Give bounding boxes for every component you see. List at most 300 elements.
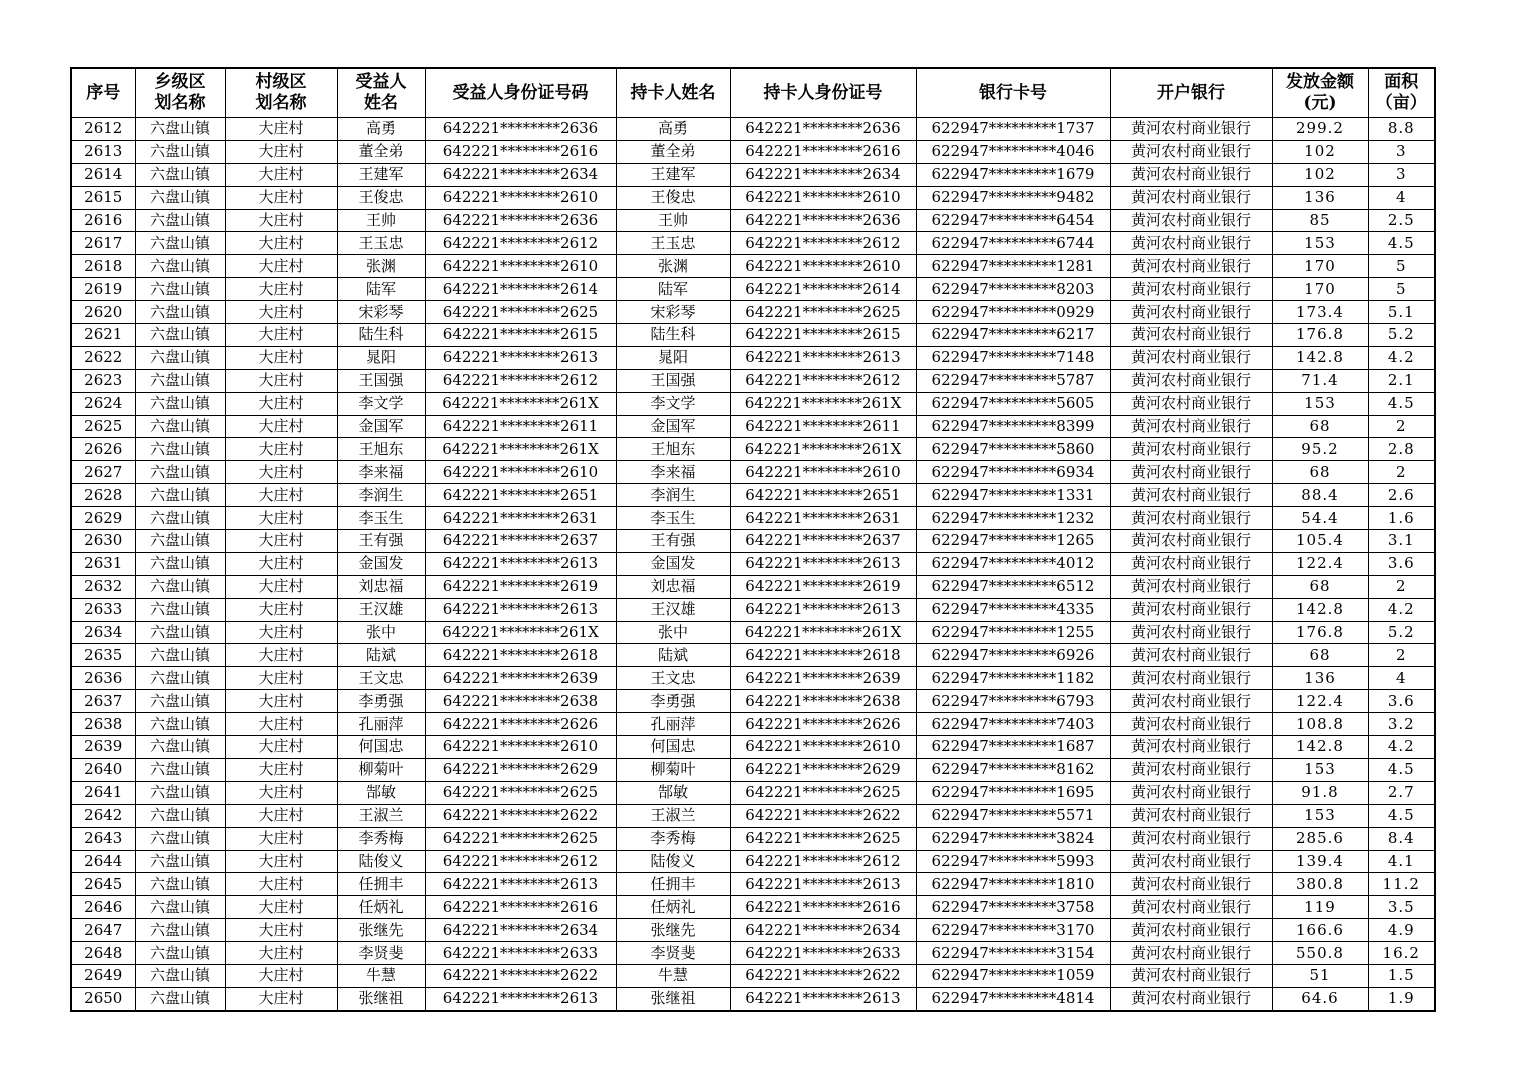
table-row — [71, 346, 1435, 369]
holder-id-cell: 642221********2612 — [730, 369, 916, 392]
card-number-cell: 622947*********7148 — [916, 346, 1110, 369]
table-body — [71, 118, 1435, 1011]
card-number-cell: 622947*********8203 — [916, 278, 1110, 301]
holder-id-cell: 642221********2638 — [730, 690, 916, 713]
holder-id-cell: 642221********2616 — [730, 140, 916, 163]
bank-cell: 黄河农村商业银行 — [1110, 530, 1272, 553]
card-number-cell: 622947*********9482 — [916, 186, 1110, 209]
seq-cell: 2649 — [71, 964, 135, 987]
beneficiary-name-cell: 张继先 — [337, 919, 425, 942]
holder-id-cell: 642221********2613 — [730, 987, 916, 1010]
town-cell: 六盘山镇 — [135, 324, 225, 347]
town-cell: 六盘山镇 — [135, 621, 225, 644]
beneficiary-name-cell: 高勇 — [337, 118, 425, 141]
town-cell: 六盘山镇 — [135, 346, 225, 369]
holder-name-cell: 郜敏 — [616, 781, 730, 804]
area-cell: 4.5 — [1368, 232, 1435, 255]
header-village-line-1: 村级区 — [255, 72, 307, 92]
holder-name-cell: 张继先 — [616, 919, 730, 942]
table-row — [71, 896, 1435, 919]
holder-id-cell: 642221********2629 — [730, 758, 916, 781]
village-cell: 大庄村 — [225, 232, 337, 255]
town-cell: 六盘山镇 — [135, 758, 225, 781]
holder-name-cell: 金国发 — [616, 552, 730, 575]
village-cell: 大庄村 — [225, 346, 337, 369]
payment-table — [70, 67, 1436, 1012]
amount-cell: 153 — [1272, 758, 1368, 781]
amount-cell: 68 — [1272, 575, 1368, 598]
beneficiary-name-cell: 陆军 — [337, 278, 425, 301]
header-village-line-2: 划名称 — [255, 93, 307, 113]
bank-cell: 黄河农村商业银行 — [1110, 484, 1272, 507]
holder-id-cell: 642221********261X — [730, 621, 916, 644]
holder-id-cell: 642221********2610 — [730, 461, 916, 484]
header-amount-line-2: (元) — [1303, 93, 1337, 113]
area-cell: 3.5 — [1368, 896, 1435, 919]
amount-cell: 153 — [1272, 392, 1368, 415]
beneficiary-id-cell: 642221********2612 — [425, 850, 616, 873]
holder-name-cell: 张继祖 — [616, 987, 730, 1010]
amount-cell: 105.4 — [1272, 530, 1368, 553]
holder-name-cell: 柳菊叶 — [616, 758, 730, 781]
table-row — [71, 484, 1435, 507]
seq-cell: 2620 — [71, 301, 135, 324]
table-row — [71, 667, 1435, 690]
town-cell: 六盘山镇 — [135, 369, 225, 392]
beneficiary-id-cell: 642221********2610 — [425, 255, 616, 278]
village-cell: 大庄村 — [225, 919, 337, 942]
village-cell: 大庄村 — [225, 850, 337, 873]
bank-cell: 黄河农村商业银行 — [1110, 232, 1272, 255]
header-beneficiary — [337, 68, 425, 118]
holder-name-cell: 王俊忠 — [616, 186, 730, 209]
village-cell: 大庄村 — [225, 369, 337, 392]
card-number-cell: 622947*********5993 — [916, 850, 1110, 873]
amount-cell: 153 — [1272, 232, 1368, 255]
holder-name-cell: 高勇 — [616, 118, 730, 141]
bank-cell: 黄河农村商业银行 — [1110, 186, 1272, 209]
card-number-cell: 622947*********3824 — [916, 827, 1110, 850]
amount-cell: 153 — [1272, 804, 1368, 827]
card-number-cell: 622947*********6454 — [916, 209, 1110, 232]
village-cell: 大庄村 — [225, 255, 337, 278]
holder-id-cell: 642221********2651 — [730, 484, 916, 507]
area-cell: 2.6 — [1368, 484, 1435, 507]
amount-cell: 122.4 — [1272, 690, 1368, 713]
village-cell: 大庄村 — [225, 530, 337, 553]
town-cell: 六盘山镇 — [135, 278, 225, 301]
town-cell: 六盘山镇 — [135, 232, 225, 255]
beneficiary-id-cell: 642221********2626 — [425, 713, 616, 736]
holder-id-cell: 642221********2634 — [730, 919, 916, 942]
area-cell: 2 — [1368, 415, 1435, 438]
beneficiary-name-cell: 王国强 — [337, 369, 425, 392]
holder-name-cell: 王玉忠 — [616, 232, 730, 255]
amount-cell: 139.4 — [1272, 850, 1368, 873]
card-number-cell: 622947*********1810 — [916, 873, 1110, 896]
beneficiary-name-cell: 陆生科 — [337, 324, 425, 347]
village-cell: 大庄村 — [225, 507, 337, 530]
amount-cell: 136 — [1272, 186, 1368, 209]
village-cell: 大庄村 — [225, 575, 337, 598]
holder-id-cell: 642221********2618 — [730, 644, 916, 667]
bank-cell: 黄河农村商业银行 — [1110, 690, 1272, 713]
town-cell: 六盘山镇 — [135, 942, 225, 965]
village-cell: 大庄村 — [225, 621, 337, 644]
holder-name-cell: 张中 — [616, 621, 730, 644]
area-cell: 1.5 — [1368, 964, 1435, 987]
card-number-cell: 622947*********3758 — [916, 896, 1110, 919]
holder-name-cell: 李来福 — [616, 461, 730, 484]
seq-cell: 2619 — [71, 278, 135, 301]
card-number-cell: 622947*********4046 — [916, 140, 1110, 163]
bank-cell: 黄河农村商业银行 — [1110, 301, 1272, 324]
bank-cell: 黄河农村商业银行 — [1110, 598, 1272, 621]
beneficiary-name-cell: 王汉雄 — [337, 598, 425, 621]
card-number-cell: 622947*********6793 — [916, 690, 1110, 713]
card-number-cell: 622947*********1255 — [916, 621, 1110, 644]
bank-cell: 黄河农村商业银行 — [1110, 324, 1272, 347]
village-cell: 大庄村 — [225, 964, 337, 987]
amount-cell: 95.2 — [1272, 438, 1368, 461]
area-cell: 3 — [1368, 140, 1435, 163]
table-row — [71, 232, 1435, 255]
beneficiary-name-cell: 柳菊叶 — [337, 758, 425, 781]
town-cell: 六盘山镇 — [135, 484, 225, 507]
bank-cell: 黄河农村商业银行 — [1110, 873, 1272, 896]
table-row — [71, 919, 1435, 942]
town-cell: 六盘山镇 — [135, 163, 225, 186]
beneficiary-name-cell: 金国军 — [337, 415, 425, 438]
table-row — [71, 804, 1435, 827]
seq-cell: 2634 — [71, 621, 135, 644]
seq-cell: 2640 — [71, 758, 135, 781]
header-card: 银行卡号 — [916, 68, 1110, 118]
bank-cell: 黄河农村商业银行 — [1110, 255, 1272, 278]
header-beneficiary-id: 受益人身份证号码 — [425, 68, 616, 118]
header-bank: 开户银行 — [1110, 68, 1272, 118]
header-area-line-2: （亩） — [1375, 93, 1427, 113]
village-cell: 大庄村 — [225, 392, 337, 415]
beneficiary-id-cell: 642221********2616 — [425, 896, 616, 919]
beneficiary-name-cell: 任炳礼 — [337, 896, 425, 919]
card-number-cell: 622947*********1687 — [916, 736, 1110, 759]
town-cell: 六盘山镇 — [135, 552, 225, 575]
area-cell: 2 — [1368, 575, 1435, 598]
seq-cell: 2643 — [71, 827, 135, 850]
bank-cell: 黄河农村商业银行 — [1110, 209, 1272, 232]
card-number-cell: 622947*********1059 — [916, 964, 1110, 987]
card-number-cell: 622947*********4012 — [916, 552, 1110, 575]
seq-cell: 2637 — [71, 690, 135, 713]
bank-cell: 黄河农村商业银行 — [1110, 804, 1272, 827]
bank-cell: 黄河农村商业银行 — [1110, 713, 1272, 736]
table-row — [71, 163, 1435, 186]
holder-id-cell: 642221********2612 — [730, 850, 916, 873]
village-cell: 大庄村 — [225, 415, 337, 438]
area-cell: 3 — [1368, 163, 1435, 186]
bank-cell: 黄河农村商业银行 — [1110, 667, 1272, 690]
area-cell: 4.5 — [1368, 392, 1435, 415]
card-number-cell: 622947*********6217 — [916, 324, 1110, 347]
holder-id-cell: 642221********2614 — [730, 278, 916, 301]
table-row — [71, 507, 1435, 530]
town-cell: 六盘山镇 — [135, 255, 225, 278]
amount-cell: 68 — [1272, 415, 1368, 438]
beneficiary-id-cell: 642221********2613 — [425, 873, 616, 896]
area-cell: 4 — [1368, 667, 1435, 690]
table-row — [71, 118, 1435, 141]
bank-cell: 黄河农村商业银行 — [1110, 736, 1272, 759]
table-row — [71, 255, 1435, 278]
holder-id-cell: 642221********2622 — [730, 964, 916, 987]
beneficiary-id-cell: 642221********2613 — [425, 987, 616, 1010]
town-cell: 六盘山镇 — [135, 667, 225, 690]
seq-cell: 2625 — [71, 415, 135, 438]
seq-cell: 2631 — [71, 552, 135, 575]
seq-cell: 2613 — [71, 140, 135, 163]
amount-cell: 173.4 — [1272, 301, 1368, 324]
table-row — [71, 140, 1435, 163]
holder-name-cell: 何国忠 — [616, 736, 730, 759]
holder-id-cell: 642221********2634 — [730, 163, 916, 186]
card-number-cell: 622947*********6512 — [916, 575, 1110, 598]
holder-id-cell: 642221********2636 — [730, 118, 916, 141]
amount-cell: 108.8 — [1272, 713, 1368, 736]
town-cell: 六盘山镇 — [135, 827, 225, 850]
beneficiary-name-cell: 王有强 — [337, 530, 425, 553]
beneficiary-name-cell: 金国发 — [337, 552, 425, 575]
card-number-cell: 622947*********8399 — [916, 415, 1110, 438]
seq-cell: 2646 — [71, 896, 135, 919]
holder-id-cell: 642221********2639 — [730, 667, 916, 690]
beneficiary-name-cell: 李文学 — [337, 392, 425, 415]
holder-id-cell: 642221********2631 — [730, 507, 916, 530]
seq-cell: 2614 — [71, 163, 135, 186]
bank-cell: 黄河农村商业银行 — [1110, 438, 1272, 461]
holder-name-cell: 陆生科 — [616, 324, 730, 347]
beneficiary-name-cell: 孔丽萍 — [337, 713, 425, 736]
amount-cell: 88.4 — [1272, 484, 1368, 507]
holder-name-cell: 陆俊义 — [616, 850, 730, 873]
village-cell: 大庄村 — [225, 690, 337, 713]
table-row — [71, 850, 1435, 873]
card-number-cell: 622947*********5571 — [916, 804, 1110, 827]
village-cell: 大庄村 — [225, 140, 337, 163]
table-row — [71, 644, 1435, 667]
header-town-line-2: 划名称 — [154, 93, 206, 113]
area-cell: 4.5 — [1368, 758, 1435, 781]
beneficiary-id-cell: 642221********2625 — [425, 301, 616, 324]
beneficiary-id-cell: 642221********2613 — [425, 598, 616, 621]
table-row — [71, 575, 1435, 598]
town-cell: 六盘山镇 — [135, 301, 225, 324]
beneficiary-id-cell: 642221********2636 — [425, 209, 616, 232]
village-cell: 大庄村 — [225, 278, 337, 301]
amount-cell: 176.8 — [1272, 621, 1368, 644]
card-number-cell: 622947*********3154 — [916, 942, 1110, 965]
card-number-cell: 622947*********1265 — [916, 530, 1110, 553]
beneficiary-name-cell: 张继祖 — [337, 987, 425, 1010]
amount-cell: 71.4 — [1272, 369, 1368, 392]
amount-cell: 176.8 — [1272, 324, 1368, 347]
holder-id-cell: 642221********2637 — [730, 530, 916, 553]
amount-cell: 91.8 — [1272, 781, 1368, 804]
amount-cell: 142.8 — [1272, 736, 1368, 759]
header-holder: 持卡人姓名 — [616, 68, 730, 118]
area-cell: 4.5 — [1368, 804, 1435, 827]
bank-cell: 黄河农村商业银行 — [1110, 369, 1272, 392]
beneficiary-id-cell: 642221********2638 — [425, 690, 616, 713]
village-cell: 大庄村 — [225, 209, 337, 232]
header-town — [135, 68, 225, 118]
table-row — [71, 278, 1435, 301]
bank-cell: 黄河农村商业银行 — [1110, 942, 1272, 965]
card-number-cell: 622947*********3170 — [916, 919, 1110, 942]
seq-cell: 2633 — [71, 598, 135, 621]
bank-cell: 黄河农村商业银行 — [1110, 964, 1272, 987]
beneficiary-id-cell: 642221********2633 — [425, 942, 616, 965]
village-cell: 大庄村 — [225, 942, 337, 965]
seq-cell: 2624 — [71, 392, 135, 415]
holder-id-cell: 642221********2616 — [730, 896, 916, 919]
village-cell: 大庄村 — [225, 758, 337, 781]
beneficiary-id-cell: 642221********261X — [425, 438, 616, 461]
town-cell: 六盘山镇 — [135, 919, 225, 942]
town-cell: 六盘山镇 — [135, 186, 225, 209]
amount-cell: 64.6 — [1272, 987, 1368, 1010]
bank-cell: 黄河农村商业银行 — [1110, 415, 1272, 438]
beneficiary-name-cell: 陆俊义 — [337, 850, 425, 873]
card-number-cell: 622947*********6926 — [916, 644, 1110, 667]
holder-name-cell: 王旭东 — [616, 438, 730, 461]
table-row — [71, 369, 1435, 392]
beneficiary-name-cell: 何国忠 — [337, 736, 425, 759]
town-cell: 六盘山镇 — [135, 736, 225, 759]
holder-name-cell: 金国军 — [616, 415, 730, 438]
village-cell: 大庄村 — [225, 438, 337, 461]
village-cell: 大庄村 — [225, 118, 337, 141]
amount-cell: 68 — [1272, 461, 1368, 484]
beneficiary-id-cell: 642221********2639 — [425, 667, 616, 690]
beneficiary-id-cell: 642221********2636 — [425, 118, 616, 141]
beneficiary-id-cell: 642221********2610 — [425, 461, 616, 484]
amount-cell: 102 — [1272, 163, 1368, 186]
seq-cell: 2626 — [71, 438, 135, 461]
bank-cell: 黄河农村商业银行 — [1110, 346, 1272, 369]
village-cell: 大庄村 — [225, 873, 337, 896]
card-number-cell: 622947*********8162 — [916, 758, 1110, 781]
amount-cell: 285.6 — [1272, 827, 1368, 850]
village-cell: 大庄村 — [225, 827, 337, 850]
holder-id-cell: 642221********2633 — [730, 942, 916, 965]
town-cell: 六盘山镇 — [135, 461, 225, 484]
bank-cell: 黄河农村商业银行 — [1110, 896, 1272, 919]
town-cell: 六盘山镇 — [135, 964, 225, 987]
town-cell: 六盘山镇 — [135, 209, 225, 232]
bank-cell: 黄河农村商业银行 — [1110, 644, 1272, 667]
beneficiary-name-cell: 张渊 — [337, 255, 425, 278]
header-beneficiary-line-1: 受益人 — [355, 72, 407, 92]
amount-cell: 170 — [1272, 255, 1368, 278]
table-row — [71, 186, 1435, 209]
area-cell: 2 — [1368, 461, 1435, 484]
area-cell: 8.8 — [1368, 118, 1435, 141]
holder-name-cell: 王汉雄 — [616, 598, 730, 621]
bank-cell: 黄河农村商业银行 — [1110, 461, 1272, 484]
beneficiary-id-cell: 642221********2625 — [425, 827, 616, 850]
holder-id-cell: 642221********261X — [730, 392, 916, 415]
seq-cell: 2639 — [71, 736, 135, 759]
table-row — [71, 873, 1435, 896]
beneficiary-id-cell: 642221********2618 — [425, 644, 616, 667]
village-cell: 大庄村 — [225, 484, 337, 507]
village-cell: 大庄村 — [225, 163, 337, 186]
village-cell: 大庄村 — [225, 987, 337, 1010]
header-village — [225, 68, 337, 118]
beneficiary-id-cell: 642221********2629 — [425, 758, 616, 781]
seq-cell: 2644 — [71, 850, 135, 873]
beneficiary-id-cell: 642221********2651 — [425, 484, 616, 507]
town-cell: 六盘山镇 — [135, 118, 225, 141]
seq-cell: 2636 — [71, 667, 135, 690]
header-holder-id: 持卡人身份证号 — [730, 68, 916, 118]
holder-id-cell: 642221********2612 — [730, 232, 916, 255]
beneficiary-name-cell: 宋彩琴 — [337, 301, 425, 324]
holder-id-cell: 642221********2626 — [730, 713, 916, 736]
town-cell: 六盘山镇 — [135, 415, 225, 438]
beneficiary-name-cell: 王俊忠 — [337, 186, 425, 209]
header-amount-line-1: 发放金额 — [1286, 72, 1354, 92]
amount-cell: 122.4 — [1272, 552, 1368, 575]
bank-cell: 黄河农村商业银行 — [1110, 827, 1272, 850]
beneficiary-id-cell: 642221********2611 — [425, 415, 616, 438]
beneficiary-name-cell: 李玉生 — [337, 507, 425, 530]
seq-cell: 2645 — [71, 873, 135, 896]
area-cell: 16.2 — [1368, 942, 1435, 965]
holder-name-cell: 王淑兰 — [616, 804, 730, 827]
holder-id-cell: 642221********2619 — [730, 575, 916, 598]
amount-cell: 550.8 — [1272, 942, 1368, 965]
card-number-cell: 622947*********4814 — [916, 987, 1110, 1010]
holder-name-cell: 晁阳 — [616, 346, 730, 369]
holder-name-cell: 董全弟 — [616, 140, 730, 163]
area-cell: 3.1 — [1368, 530, 1435, 553]
holder-name-cell: 王建军 — [616, 163, 730, 186]
table-row — [71, 552, 1435, 575]
village-cell: 大庄村 — [225, 301, 337, 324]
holder-id-cell: 642221********2613 — [730, 346, 916, 369]
amount-cell: 142.8 — [1272, 346, 1368, 369]
beneficiary-name-cell: 王帅 — [337, 209, 425, 232]
bank-cell: 黄河农村商业银行 — [1110, 850, 1272, 873]
beneficiary-name-cell: 王淑兰 — [337, 804, 425, 827]
amount-cell: 142.8 — [1272, 598, 1368, 621]
holder-name-cell: 李玉生 — [616, 507, 730, 530]
town-cell: 六盘山镇 — [135, 392, 225, 415]
town-cell: 六盘山镇 — [135, 896, 225, 919]
card-number-cell: 622947*********6934 — [916, 461, 1110, 484]
beneficiary-id-cell: 642221********261X — [425, 621, 616, 644]
seq-cell: 2618 — [71, 255, 135, 278]
holder-name-cell: 王帅 — [616, 209, 730, 232]
table-row — [71, 324, 1435, 347]
area-cell: 4.1 — [1368, 850, 1435, 873]
card-number-cell: 622947*********1679 — [916, 163, 1110, 186]
holder-name-cell: 李贤斐 — [616, 942, 730, 965]
table-row — [71, 987, 1435, 1010]
holder-name-cell: 张渊 — [616, 255, 730, 278]
